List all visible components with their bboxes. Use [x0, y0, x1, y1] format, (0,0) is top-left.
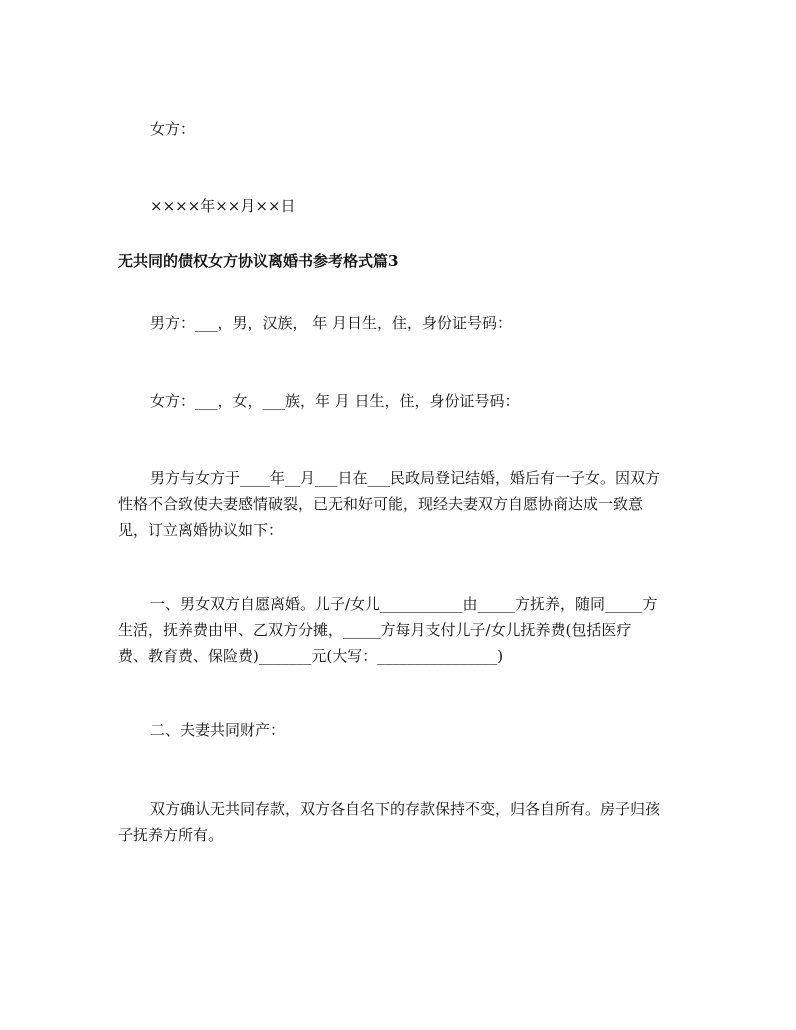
female-info-line: 女方：___，女，___族，年 月 日生，住，身份证号码： [150, 392, 520, 410]
male-info-line: 男方：___，男，汉族， 年 月日生，住，身份证号码： [150, 314, 513, 332]
clause-two-heading: 二、夫妻共同财产： [150, 721, 286, 739]
clause-one-line: 费、教育费、保险费)_______元(大写：________________) [118, 647, 504, 665]
property-paragraph [118, 796, 688, 848]
marriage-paragraph-line: 见，订立离婚协议如下： [118, 521, 284, 539]
marriage-paragraph-line: 男方与女方于____年__月___日在___民政局登记结婚，婚后有一子女。因双方 [150, 469, 661, 487]
female-party-label: 女方： [150, 120, 196, 138]
property-paragraph-line: 子抚养方所有。 [118, 826, 224, 844]
clause-one-line: 一、男女双方自愿离婚。儿子/女儿___________由_____方抚养，随同_____方 [150, 595, 658, 613]
marriage-paragraph-line: 性格不合致使夫妻感情破裂，已无和好可能，现经夫妻双方自愿协商达成一致意 [118, 495, 644, 513]
section-heading: 无共同的债权女方协议离婚书参考格式篇3 [118, 252, 399, 270]
marriage-paragraph [118, 465, 688, 543]
clause-one-paragraph [118, 591, 688, 669]
property-paragraph-line: 双方确认无共同存款，双方各自名下的存款保持不变，归各自所有。房子归孩 [150, 800, 661, 818]
date-line: ××××年××月××日 [150, 197, 296, 215]
clause-one-line: 生活，抚养费由甲、乙双方分摊，_____方每月支付儿子/女儿抚养费(包括医疗 [118, 621, 632, 639]
